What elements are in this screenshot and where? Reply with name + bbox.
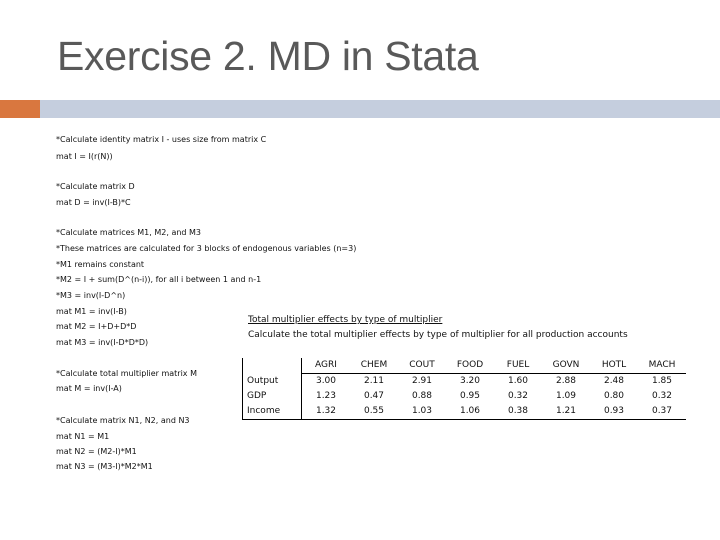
table-cell: 0.88	[411, 391, 433, 401]
code-line: mat I = I(r(N))	[56, 152, 113, 161]
table-cell: 0.38	[494, 404, 542, 420]
multiplier-table	[242, 358, 686, 420]
row-label: Income	[243, 404, 302, 420]
table-cell: 3.00	[315, 376, 337, 386]
table-cell: 3.20	[459, 376, 481, 386]
table-cell: 2.11	[363, 376, 385, 386]
table-header-row	[243, 358, 687, 374]
multiplier-panel-title: Total multiplier effects by type of multiplier	[248, 315, 443, 325]
code-line: *Calculate matrix D	[56, 182, 135, 191]
table-cell: 1.21	[542, 404, 590, 420]
table-cell: 1.32	[302, 404, 351, 420]
column-header: AGRI	[302, 358, 351, 374]
code-line: *M2 = I + sum(D^(n-i)), for all i between 1 and n-1	[56, 275, 262, 284]
code-line: *Calculate matrices M1, M2, and M3	[56, 228, 202, 237]
code-line: mat N1 = M1	[56, 432, 110, 441]
code-line: mat N2 = (M2-I)*M1	[56, 447, 137, 456]
column-header: CHEM	[350, 358, 398, 374]
table-cell: 0.55	[350, 404, 398, 420]
table-cell: 1.06	[446, 404, 494, 420]
code-line: *Calculate identity matrix I - uses size from matrix C	[56, 135, 267, 144]
code-line: mat M2 = I+D+D*D	[56, 322, 137, 331]
code-line: mat M = inv(I-A)	[56, 384, 122, 393]
column-header: FOOD	[446, 358, 494, 374]
code-line: mat M3 = inv(I-D*D*D)	[56, 338, 149, 347]
corner-cell	[243, 358, 302, 374]
table-cell: 2.48	[603, 376, 625, 386]
code-line: *M1 remains constant	[56, 260, 145, 269]
slide-title: Exercise 2. MD in Stata	[57, 33, 479, 79]
code-line: mat N3 = (M3-I)*M2*M1	[56, 462, 153, 471]
table-cell: 1.85	[651, 376, 673, 386]
table-cell: 0.95	[459, 391, 481, 401]
table-cell: 0.32	[651, 391, 673, 401]
table-cell: 0.80	[603, 391, 625, 401]
column-header: HOTL	[590, 358, 638, 374]
accent-bar-orange	[0, 100, 40, 118]
table-row	[243, 389, 687, 404]
accent-bar-blue	[40, 100, 720, 118]
code-line: *Calculate total multiplier matrix M	[56, 369, 197, 378]
multiplier-panel-subtitle: Calculate the total multiplier effects by type of multiplier for all production accounts	[248, 330, 628, 340]
row-label: GDP	[243, 389, 302, 404]
table-cell: 2.91	[411, 376, 433, 386]
column-header: COUT	[398, 358, 446, 374]
table-cell: 1.60	[507, 376, 529, 386]
column-header: MACH	[638, 358, 686, 374]
column-header: FUEL	[494, 358, 542, 374]
table-cell: 2.88	[555, 376, 577, 386]
code-line: *These matrices are calculated for 3 blocks of endogenous variables (n=3)	[56, 244, 357, 253]
table-cell: 0.37	[638, 404, 686, 420]
table-row	[243, 374, 687, 390]
code-line: *Calculate matrix N1, N2, and N3	[56, 416, 190, 425]
table-cell: 1.09	[555, 391, 577, 401]
table-cell: 1.03	[398, 404, 446, 420]
table-cell: 0.93	[590, 404, 638, 420]
table-row	[243, 404, 687, 420]
table-cell: 1.23	[315, 391, 337, 401]
code-line: mat M1 = inv(I-B)	[56, 307, 127, 316]
table-cell: 0.47	[363, 391, 385, 401]
row-label: Output	[243, 374, 302, 390]
code-line: *M3 = inv(I-D^n)	[56, 291, 126, 300]
table-cell: 0.32	[507, 391, 529, 401]
code-line: mat D = inv(I-B)*C	[56, 198, 131, 207]
column-header: GOVN	[542, 358, 590, 374]
